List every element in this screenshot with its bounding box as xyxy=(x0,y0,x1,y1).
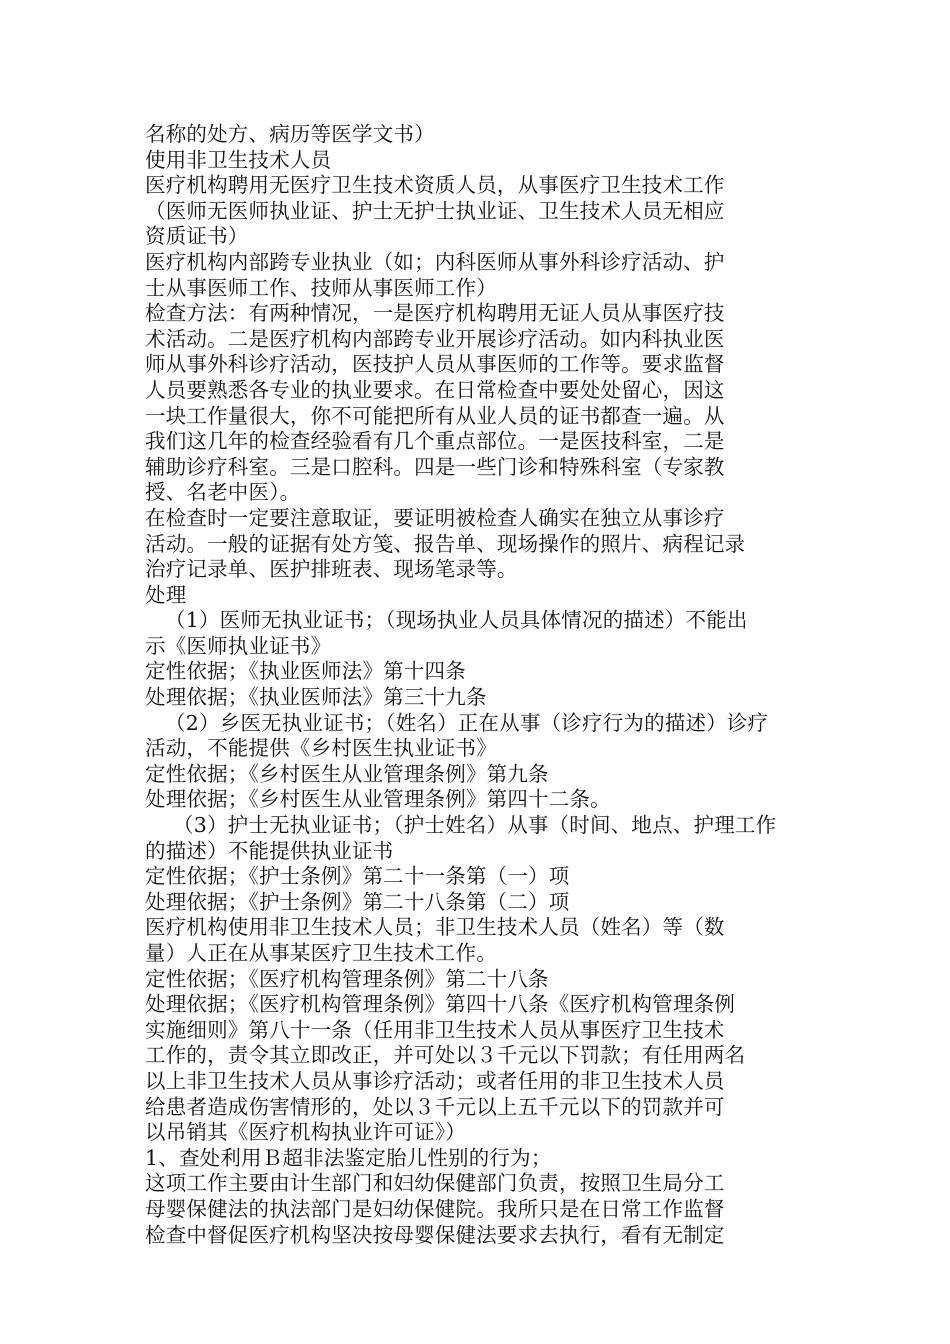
text-line: 以吊销其《医疗机构执业许可证》） xyxy=(145,1120,466,1145)
text-line: （2）乡医无执业证书；（姓名）正在从事（诊疗行为的描述）诊疗 xyxy=(165,710,769,735)
text-line: 定性依据；《执业医师法》第十四条 xyxy=(145,659,466,684)
text-line: 定性依据；《护士条例》第二十一条第（一）项 xyxy=(145,864,570,889)
text-line: 量）人正在从事某医疗卫生技术工作。 xyxy=(145,941,497,965)
text-line: 治疗记录单、医护排班表、现场笔录等。 xyxy=(145,557,518,582)
text-line: 工作的，责令其立即改正，并可处以３千元以下罚款；有任用两名 xyxy=(145,1043,746,1068)
text-line: 师从事外科诊疗活动，医技护人员从事医师的工作等。要求监督 xyxy=(145,352,725,377)
text-line: 辅助诊疗科室。三是口腔科。四是一些门诊和特殊科室（专家教 xyxy=(145,454,725,479)
text-line: 活动，不能提供《乡村医生执业证书》 xyxy=(145,736,497,761)
text-line: 母婴保健法的执法部门是妇幼保健院。我所只是在日常工作监督 xyxy=(145,1196,725,1221)
text-line: 名称的处方、病历等医学文书） xyxy=(145,122,435,146)
text-line: 活动。一般的证据有处方笺、报告单、现场操作的照片、病程记录 xyxy=(145,531,746,556)
text-line: 处理依据；《乡村医生从业管理条例》第四十二条。 xyxy=(145,787,611,812)
document-body xyxy=(145,122,817,1248)
text-line: 医疗机构内部跨专业执业（如；内科医师从事外科诊疗活动、护 xyxy=(145,249,725,274)
text-line: 给患者造成伤害情形的，处以３千元以上五千元以下的罚款并可 xyxy=(145,1094,725,1119)
text-line: 我们这几年的检查经验看有几个重点部位。一是医技科室，二是 xyxy=(145,429,725,454)
text-line: 这项工作主要由计生部门和妇幼保健部门负责，按照卫生局分工 xyxy=(145,1171,725,1196)
text-line: 在检查时一定要注意取证，要证明被检查人确实在独立从事诊疗 xyxy=(145,505,725,530)
text-line: 医疗机构聘用无医疗卫生技术资质人员，从事医疗卫生技术工作 xyxy=(145,173,725,198)
text-line: 定性依据；《乡村医生从业管理条例》第九条 xyxy=(145,761,549,786)
text-line: 资质证书） xyxy=(145,224,249,249)
text-line: 使用非卫生技术人员 xyxy=(145,147,332,172)
section-heading: 处理 xyxy=(145,582,187,607)
text-line: 实施细则》第八十一条（任用非卫生技术人员从事医疗卫生技术 xyxy=(145,1017,725,1042)
text-line: （医师无医师执业证、护士无护士执业证、卫生技术人员无相应 xyxy=(145,198,725,223)
text-line: 检查中督促医疗机构坚决按母婴保健法要求去执行，看有无制定 xyxy=(145,1222,725,1247)
text-line: 示《医师执业证书》 xyxy=(145,633,332,658)
text-line: （1）医师无执业证书；（现场执业人员具体情况的描述）不能出 xyxy=(165,608,748,633)
text-line: 处理依据；《医疗机构管理条例》第四十八条《医疗机构管理条例 xyxy=(145,992,736,1017)
text-line: 定性依据；《医疗机构管理条例》第二十八条 xyxy=(145,966,549,991)
text-line: 授、名老中医）。 xyxy=(145,480,301,505)
text-line: （3）护士无执业证书；（护士姓名）从事（时间、地点、护理工作 xyxy=(173,813,777,838)
text-line: 检查方法：有两种情况，一是医疗机构聘用无证人员从事医疗技 xyxy=(145,301,725,326)
text-line: 的描述）不能提供执业证书 xyxy=(145,838,394,863)
text-line: 1、查处利用Ｂ超非法鉴定胎儿性别的行为； xyxy=(145,1145,552,1170)
text-line: 术活动。二是医疗机构内部跨专业开展诊疗活动。如内科执业医 xyxy=(145,326,725,351)
text-line: 医疗机构使用非卫生技术人员；非卫生技术人员（姓名）等（数 xyxy=(145,915,725,940)
text-line: 处理依据；《护士条例》第二十八条第（二）项 xyxy=(145,889,570,914)
text-line: 处理依据；《执业医师法》第三十九条 xyxy=(145,685,487,710)
text-line: 一块工作量很大，你不可能把所有从业人员的证书都查一遍。从 xyxy=(145,403,725,428)
text-line: 士从事医师工作、技师从事医师工作） xyxy=(145,275,497,300)
text-line: 以上非卫生技术人员从事诊疗活动；或者任用的非卫生技术人员 xyxy=(145,1068,725,1093)
text-line: 人员要熟悉各专业的执业要求。在日常检查中要处处留心，因这 xyxy=(145,377,725,402)
